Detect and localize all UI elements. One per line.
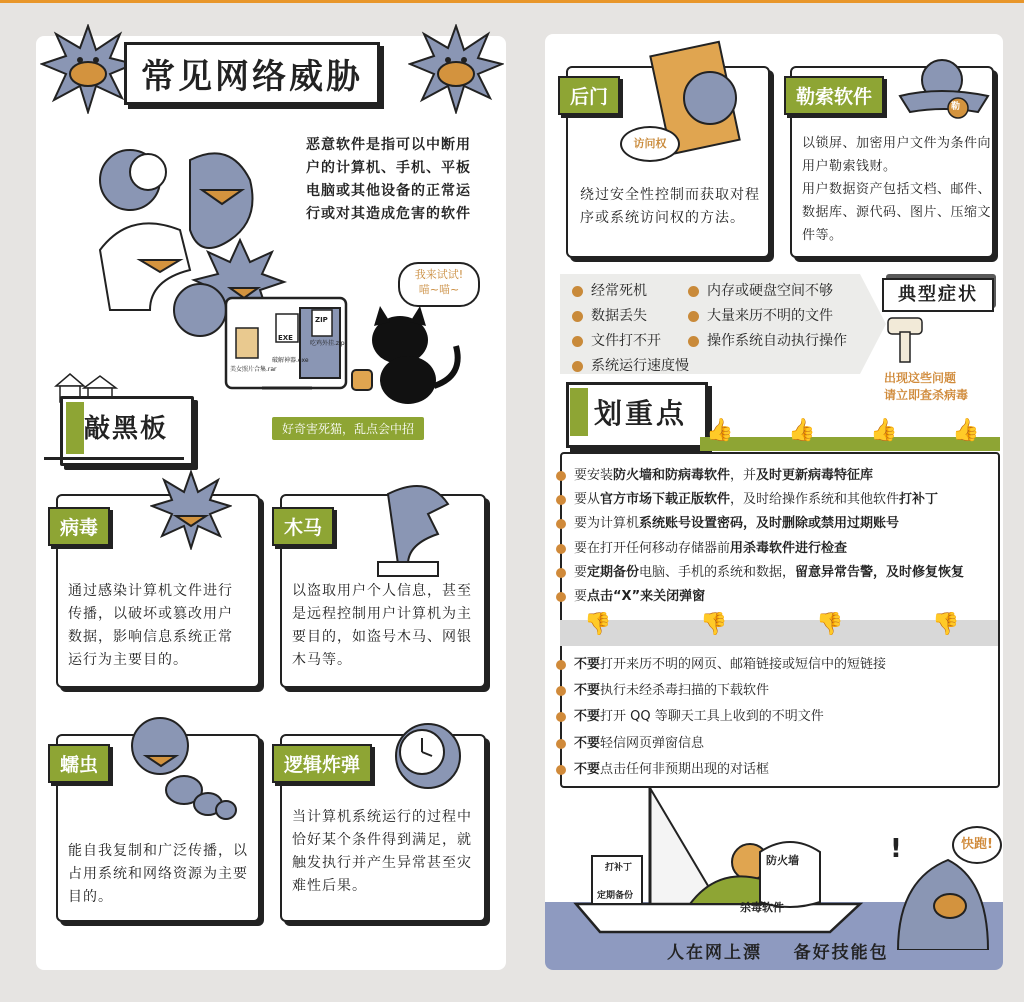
zip-label: ZIP <box>315 316 328 324</box>
box-label: 打补丁 <box>605 863 633 873</box>
blackboard-label: 敲黑板 <box>84 414 169 444</box>
blackboard-underline <box>44 457 184 460</box>
thumbs-down-icon: 👎 <box>700 612 728 637</box>
backdoor-tag: 后门 <box>558 76 620 115</box>
intro-line: 户的计算机、手机、平板 <box>306 160 471 176</box>
threat-desc: 当计算机系统运行的过程中 恰好某个条件得到满足，就 触发执行并产生异常甚至灾 难性后果。 <box>292 809 472 894</box>
blackboard-accent <box>66 402 84 454</box>
threat-desc: 以盗取用户个人信息，甚至 是远程控制用户计算机为主 要目的，如盗号木马、网银 木马等。 <box>292 583 472 668</box>
symptom-item: 系统运行速度慢 <box>572 355 689 375</box>
dont-item: 不要轻信网页弹窗信息 <box>556 732 704 751</box>
shark-monster-icon <box>888 850 998 950</box>
backdoor-desc: 绕过安全性控制而获取对程 序或系统访问权的方法。 <box>580 187 760 226</box>
exclamation-icon: ! <box>890 834 902 864</box>
dont-item: 不要打开来历不明的网页、邮箱链接或短信中的短链接 <box>556 653 886 672</box>
do-item: 要从官方市场下载正版软件，及时给操作系统和其他软件打补丁 <box>556 488 938 507</box>
thumbs-down-icon: 👎 <box>932 612 960 637</box>
ransomware-desc: 以锁屏、加密用户文件为条件向 用户勒索钱财。 用户数据资产包括文档、邮件、 数据库、源代码、图片、压缩文 件等。 <box>802 136 992 243</box>
ransom-badge: 勒 <box>951 102 961 112</box>
do-item: 要安装防火墙和防病毒软件，并及时更新病毒特征库 <box>556 464 873 483</box>
dont-item: 不要执行未经杀毒扫描的下载软件 <box>556 679 769 698</box>
do-item: 要定期备份电脑、手机的系统和数据，留意异常告警，及时修复恢复 <box>556 561 964 580</box>
do-item: 要点击“X”来关闭弹窗 <box>556 585 705 604</box>
file-label[interactable]: 美女照片合集.rar <box>230 366 277 373</box>
worm-monster-icon <box>110 700 240 830</box>
threat-tag: 蠕虫 <box>48 744 110 783</box>
symptom-item: 操作系统自动执行操作 <box>688 330 847 350</box>
intro-line: 恶意软件是指可以中断用 <box>306 137 471 153</box>
virus-monster-icon <box>150 470 232 550</box>
symptom-item: 大量来历不明的文件 <box>688 305 833 325</box>
thumbs-down-icon: 👎 <box>584 612 612 637</box>
ransomware-tag: 勒索软件 <box>784 76 884 115</box>
symptom-item: 数据丢失 <box>572 305 647 325</box>
intro-line: 行或对其造成危害的软件 <box>306 206 471 222</box>
virus-monster-icon <box>408 24 504 114</box>
top-accent-line <box>0 0 1024 3</box>
threat-tag: 木马 <box>272 507 334 546</box>
box-label: 定期备份 <box>597 891 634 901</box>
black-cat-icon <box>350 300 470 410</box>
intro-line: 电脑或其他设备的正常运 <box>306 183 471 199</box>
do-item: 要在打开任何移动存储器前用杀毒软件进行检查 <box>556 537 847 556</box>
speech-bubble: 我来试试! 喵~喵~ <box>398 262 480 307</box>
bomb-clock-icon <box>382 710 472 792</box>
symptoms-warning: 出现这些问题 请立即查杀病毒 <box>884 371 969 402</box>
thumbs-up-icon: 👍 <box>788 418 816 443</box>
virus-monster-icon <box>40 24 136 114</box>
thumbs-up-icon: 👍 <box>952 418 980 443</box>
ransom-monster-icon <box>894 40 998 122</box>
threat-desc: 能自我复制和广泛传播，以 占用系统和网络资源为主要 目的。 <box>68 843 248 905</box>
trojan-horse-icon <box>368 474 452 582</box>
threat-tag: 病毒 <box>48 507 110 546</box>
sack-label: 防火墙 <box>766 854 799 867</box>
dont-item: 不要打开 QQ 等聊天工具上收到的不明文件 <box>556 705 824 724</box>
key-points-title: 划重点 <box>594 397 688 430</box>
symptom-item: 内存或硬盘空间不够 <box>688 280 833 300</box>
sack-label: 杀毒软件 <box>740 901 784 914</box>
do-item: 要为计算机系统账号设置密码，及时删除或禁用过期账号 <box>556 512 899 531</box>
thumbs-down-icon: 👎 <box>816 612 844 637</box>
key-points-accent <box>570 388 588 436</box>
symptoms-title: 典型症状 <box>882 278 994 312</box>
threat-desc: 通过感染计算机文件进行 传播，以破坏或篡改用户 数据，影响信息系统正常 运行为主要目的。 <box>68 583 233 668</box>
thermometer-icon <box>886 314 926 366</box>
file-label[interactable]: 破解神器.exe <box>272 357 309 364</box>
intro-text <box>306 134 471 226</box>
shout-bubble: 快跑! <box>952 826 1002 864</box>
slogan: 人在网上漂 备好技能包 <box>667 943 889 963</box>
symptom-item: 经常死机 <box>572 280 647 300</box>
page-title: 常见网络威胁 <box>124 42 380 105</box>
thumbs-up-icon: 👍 <box>706 418 734 443</box>
symptom-item: 文件打不开 <box>572 330 661 350</box>
exe-label: EXE <box>278 334 293 342</box>
cat-caption: 好奇害死猫，乱点会中招 <box>272 417 424 440</box>
file-label[interactable]: 吃鸡外挂.zip <box>310 340 345 347</box>
dont-item: 不要点击任何非预期出现的对话框 <box>556 758 769 777</box>
thumbs-up-icon: 👍 <box>870 418 898 443</box>
access-badge: 访问权 <box>620 126 680 162</box>
threat-tag: 逻辑炸弹 <box>272 744 372 783</box>
